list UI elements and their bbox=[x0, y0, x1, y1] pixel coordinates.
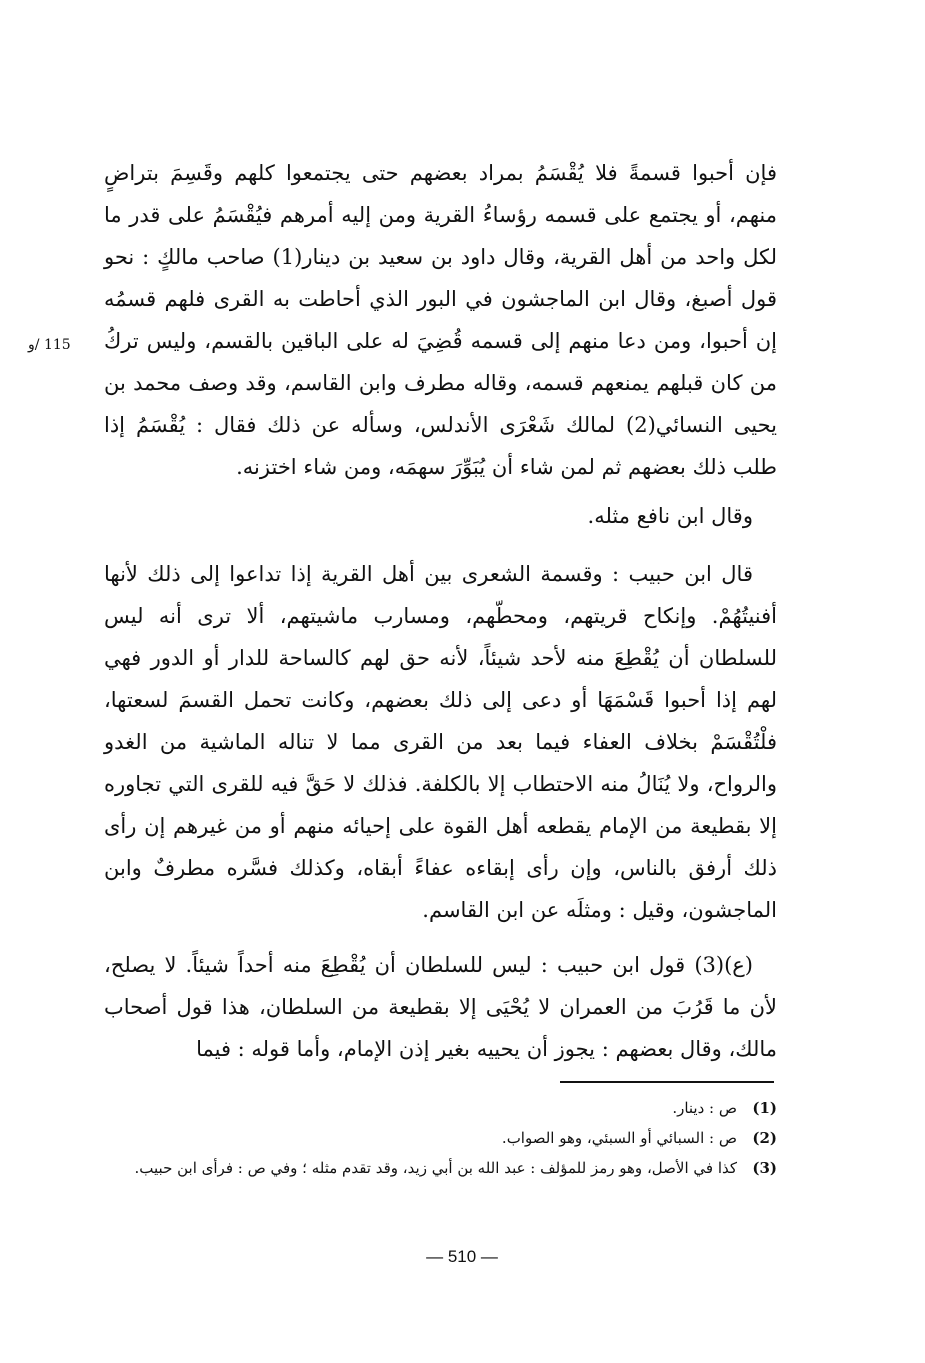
paragraph-2: وقال ابن نافع مثله. bbox=[587, 504, 753, 528]
footnote-text: كذا في الأصل، وهو رمز للمؤلف : عبد الله بن أبي زيد، وقد تقدم مثله ؛ وفي ص : فرأى ابن حبيب. bbox=[134, 1159, 737, 1177]
footnote-3 bbox=[104, 1153, 777, 1183]
page-number: — 510 — bbox=[426, 1247, 498, 1266]
footnote-number: (2) bbox=[752, 1129, 777, 1147]
footnote-separator bbox=[560, 1081, 774, 1083]
footnote-number: (3) bbox=[752, 1159, 777, 1177]
paragraph-1: فإن أحبوا قسمةً فلا يُقْسَمُ بمراد بعضهم حتى يجتمعوا كلهم وقَسِمَ بتراضٍ منهم، أو يجتمع على قسمه رؤساءُ القرية ومن إليه أمرهم فيُقْسَمُ على قدر ما لكل واحد من أهل القرية، وقال داود بن سعيد بن دينار(1) صاحب مالكٍ : نحو قول أصبغ، وقال ابن الماجشون في البور الذي أحاطت به القرى فلهم قسمُه إن أحبوا، ومن دعا منهم إلى قسمه قُضِيَ له على الباقين بالقسم، وليس تركُ من كان قبلهم يمنعهم قسمه، وقاله مطرف وابن القاسم، وقد وصف محمد بن يحيى النسائي(2) لمالك شَعْرَى الأندلس، وسأله عن ذلك فقال : يُقْسَمُ إذا طلب ذلك بعضهم ثم لمن شاء أن يُبَوِّرَ سهمَه، ومن شاء اختزنه. bbox=[104, 161, 778, 479]
footnote-number: (1) bbox=[752, 1099, 777, 1117]
footnote-1 bbox=[104, 1093, 777, 1123]
footnotes-list bbox=[104, 1093, 777, 1183]
paragraph-4: (ع)(3) قول ابن حبيب : ليس للسلطان أن يُقْطِعَ منه أحداً شيئاً. لا يصلح، لأن ما قَرُبَ من العمران لا يُحْيَى إلا بقطيعة من السلطان، هذا قول أصحاب مالك، وقال بعضهم : يجوز أن يحييه بغير إذن الإمام، وأما قوله : فيما bbox=[104, 953, 777, 1061]
footnote-text: ص : السبائي أو السبئي، وهو الصواب. bbox=[501, 1129, 737, 1147]
manuscript-folio-reference: 115 /و bbox=[28, 337, 71, 353]
footnote-2 bbox=[104, 1123, 777, 1153]
paragraph-3: قال ابن حبيب : وقسمة الشعرى بين أهل القرية إذا تداعوا إلى ذلك لأنها أفنيتُهُمْ. وإنكاح قريتهم، ومحطّهم، ومسارب ماشيتهم، ألا ترى أنه ليس للسلطان أن يُقْطِعَ منه لأحد شيئاً، لأنه حق لهم كالساحة للدار أو الدور فهي لهم إذا أحبوا قَسْمَهَا أو دعى إلى ذلك بعضهم، وكانت تحمل القسمَ لسعتها، فلْتُقْسَمْ بخلاف العفاء فيما بعد من القرى مما لا تناله الماشية من الغدو والرواح، ولا يُنَالُ منه الاحتطاب إلا بالكلفة. فذلك لا حَقَّ فيه للقرى التي تجاوره إلا بقطيعة من الإمام يقطعه أهل القوة على إحيائه منهم أو من غيرهم إن رأى ذلك أرفق بالناس، وإن رأى إبقاءه عفاءً أبقاه، وكذلك فسَّره مطرفٌ وابن الماجشون، وقيل : ومثلَه عن ابن القاسم. bbox=[104, 562, 777, 922]
footnote-text: ص : دينار. bbox=[672, 1099, 737, 1117]
